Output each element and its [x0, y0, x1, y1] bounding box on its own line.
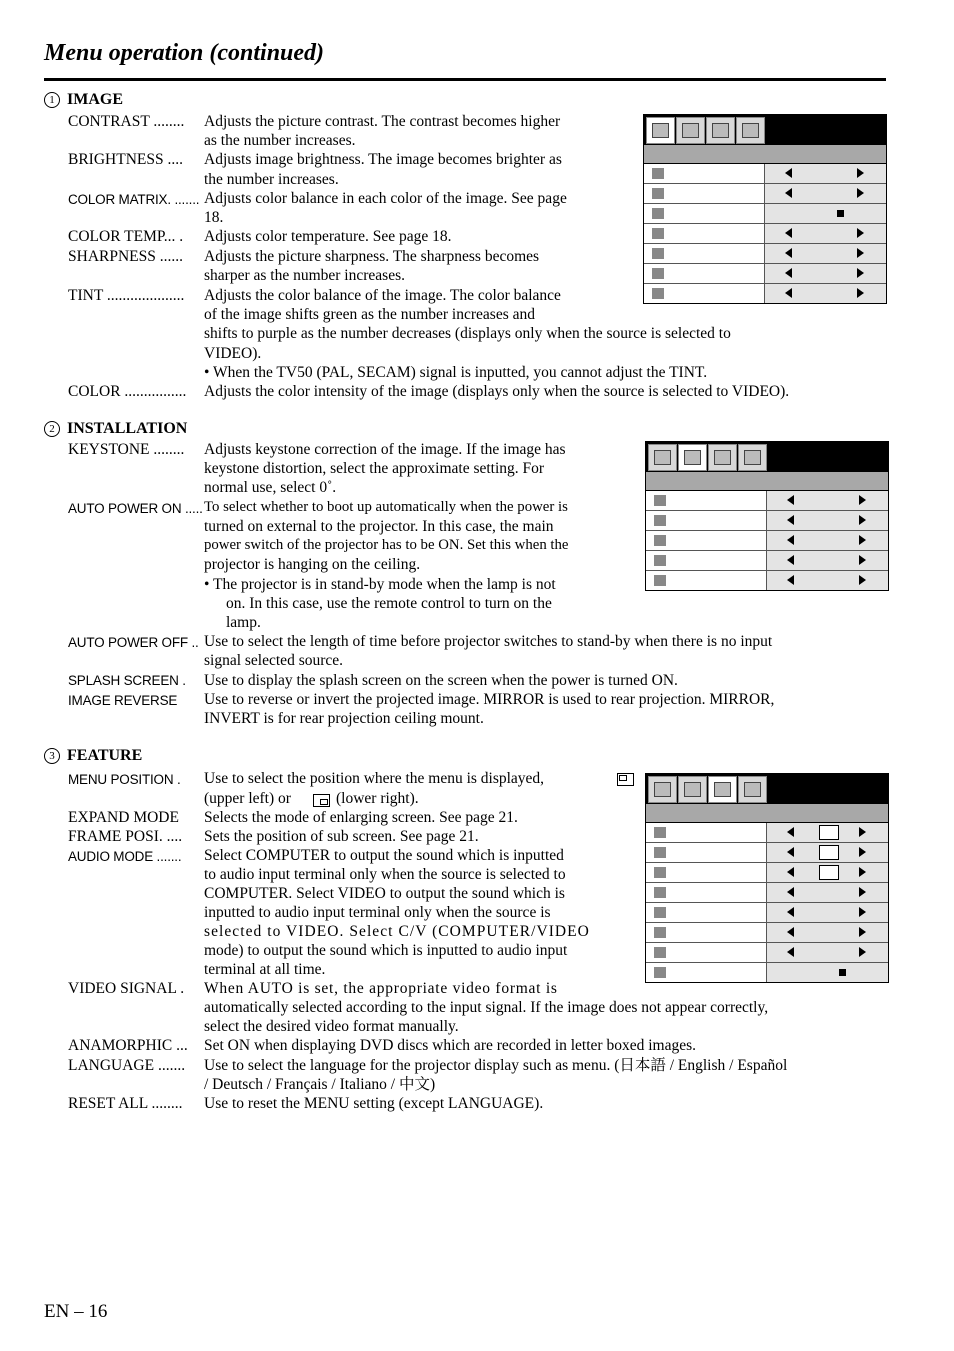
menu-row-auto-power-on [646, 511, 888, 531]
upper-left-position-icon [617, 773, 634, 786]
lower-right-position-icon [313, 794, 330, 807]
video-signal-icon [654, 907, 666, 918]
left-arrow-icon [787, 827, 794, 837]
left-arrow-icon [787, 575, 794, 585]
image-tab-icon [648, 776, 677, 803]
image-menu-screenshot [643, 114, 887, 304]
right-arrow-icon [859, 927, 866, 937]
left-arrow-icon [785, 188, 792, 198]
left-arrow-icon [787, 555, 794, 565]
feature-menu-screenshot [645, 773, 889, 983]
left-arrow-icon [787, 847, 794, 857]
desc-menu-position-2a: (upper left) or [204, 790, 291, 807]
left-arrow-icon [787, 907, 794, 917]
color-icon [652, 288, 664, 299]
left-arrow-icon [787, 927, 794, 937]
section-number: 2 [44, 421, 60, 437]
desc-tint-1: Adjusts the color balance of the image. The color balance [204, 287, 561, 304]
right-arrow-icon [859, 947, 866, 957]
left-arrow-icon [787, 867, 794, 877]
desc-language-2: / Deutsch / Français / Italiano / 中文) [204, 1076, 436, 1093]
right-arrow-icon [857, 228, 864, 238]
section-installation-heading [44, 420, 187, 438]
page-number: EN – 16 [44, 1301, 108, 1322]
splash-screen-icon [654, 555, 666, 566]
term-menu-position: MENU POSITION . [68, 772, 181, 787]
desc-contrast-2: as the number increases. [204, 132, 356, 149]
section-feature-heading [44, 747, 142, 765]
left-arrow-icon [787, 495, 794, 505]
menu-row-sharpness [644, 244, 886, 264]
auto-power-on-note-3: lamp. [226, 614, 261, 631]
color-temp-icon [652, 228, 664, 239]
feature-tab-icon [706, 117, 735, 144]
term-language: LANGUAGE ....... [68, 1057, 186, 1074]
right-arrow-icon [859, 867, 866, 877]
menu-row-image-reverse [646, 571, 888, 590]
right-arrow-icon [857, 268, 864, 278]
desc-audio-mode-6: mode) to output the sound which is inputted to audio input [204, 942, 568, 959]
desc-brightness-2: the number increases. [204, 171, 339, 188]
menu-row-brightness [644, 184, 886, 204]
right-arrow-icon [859, 555, 866, 565]
right-arrow-icon [857, 168, 864, 178]
frame-posi-value-icon [819, 865, 839, 880]
menu-position-value-icon [819, 825, 839, 840]
expand-mode-value-icon [819, 845, 839, 860]
enter-icon [839, 969, 846, 976]
section-number: 3 [44, 748, 60, 764]
anamorphic-icon [654, 927, 666, 938]
desc-keystone-2: keystone distortion, select the approximate setting. For [204, 460, 545, 477]
right-arrow-icon [859, 535, 866, 545]
keystone-icon [654, 495, 666, 506]
image-tab-icon [648, 444, 677, 471]
menu-row-auto-power-off [646, 531, 888, 551]
desc-sharpness-1: Adjusts the picture sharpness. The sharpness becomes [204, 248, 540, 265]
desc-video-signal-1: When AUTO is set, the appropriate video format is [204, 980, 558, 997]
desc-audio-mode-1: Select COMPUTER to output the sound which is inputted [204, 847, 564, 864]
term-video-signal: VIDEO SIGNAL . [68, 980, 185, 997]
right-arrow-icon [857, 248, 864, 258]
desc-color-matrix-2: 18. [204, 209, 224, 226]
auto-power-on-icon [654, 515, 666, 526]
right-arrow-icon [859, 887, 866, 897]
desc-color-temp-1: Adjusts color temperature. See page 18. [204, 228, 452, 245]
menu-title-bar [646, 804, 888, 823]
language-icon [654, 947, 666, 958]
term-brightness: BRIGHTNESS .... [68, 151, 183, 168]
desc-tint-3: shifts to purple as the number decreases (displays only when the source is selected to [204, 325, 731, 342]
term-expand-mode: EXPAND MODE [68, 809, 179, 826]
feature-tab-icon [708, 776, 737, 803]
menu-row-splash-screen [646, 551, 888, 571]
right-arrow-icon [857, 288, 864, 298]
term-contrast: CONTRAST ........ [68, 113, 185, 130]
auto-power-on-note-2: on. In this case, use the remote control to turn on the [226, 595, 552, 612]
signal-tab-icon [738, 776, 767, 803]
term-tint: TINT .................... [68, 287, 185, 304]
enter-icon [837, 210, 844, 217]
desc-auto-power-on-2: turned on external to the projector. In this case, the main [204, 518, 554, 535]
right-arrow-icon [859, 847, 866, 857]
left-arrow-icon [785, 168, 792, 178]
left-arrow-icon [787, 887, 794, 897]
menu-row-tint [644, 264, 886, 284]
desc-keystone-3: normal use, select 0˚. [204, 479, 337, 496]
image-reverse-icon [654, 575, 666, 586]
menu-row-video-signal [646, 903, 888, 923]
menu-title-bar [646, 472, 888, 491]
term-keystone: KEYSTONE ........ [68, 441, 185, 458]
term-auto-power-off: AUTO POWER OFF .. [68, 635, 199, 650]
right-arrow-icon [859, 515, 866, 525]
term-anamorphic: ANAMORPHIC ... [68, 1037, 188, 1054]
brightness-icon [652, 188, 664, 199]
term-splash-screen: SPLASH SCREEN . [68, 673, 186, 688]
desc-contrast-1: Adjusts the picture contrast. The contrast becomes higher [204, 113, 561, 130]
desc-expand-mode-1: Selects the mode of enlarging screen. See page 21. [204, 809, 518, 826]
desc-sharpness-2: sharper as the number increases. [204, 267, 405, 284]
desc-auto-power-off-2: signal selected source. [204, 652, 344, 669]
sharpness-icon [652, 248, 664, 259]
right-arrow-icon [859, 907, 866, 917]
right-arrow-icon [859, 827, 866, 837]
tint-icon [652, 268, 664, 279]
menu-row-menu-position [646, 823, 888, 843]
desc-auto-power-on-4: projector is hanging on the ceiling. [204, 556, 421, 573]
frame-posi-icon [654, 867, 666, 878]
left-arrow-icon [785, 228, 792, 238]
desc-video-signal-2: automatically selected according to the input signal. If the image does not appear correctly, [204, 999, 769, 1016]
expand-mode-icon [654, 847, 666, 858]
audio-mode-icon [654, 887, 666, 898]
desc-menu-position-2b: (lower right). [336, 790, 419, 807]
menu-row-reset-all [646, 963, 888, 982]
menu-row-color-matrix [644, 204, 886, 224]
left-arrow-icon [787, 947, 794, 957]
image-tab-icon [646, 117, 675, 144]
desc-keystone-1: Adjusts keystone correction of the image. If the image has [204, 441, 566, 458]
desc-audio-mode-4: inputted to audio input terminal only when the source is [204, 904, 551, 921]
right-arrow-icon [859, 495, 866, 505]
menu-row-keystone [646, 491, 888, 511]
desc-auto-power-off-1: Use to select the length of time before projector switches to stand-by when there is no input [204, 633, 773, 650]
desc-video-signal-3: select the desired video format manually. [204, 1018, 459, 1035]
desc-frame-posi-1: Sets the position of sub screen. See page 21. [204, 828, 479, 845]
desc-image-reverse-1: Use to reverse or invert the projected image. MIRROR is used to rear projection. MIRROR, [204, 691, 775, 708]
desc-tint-4: VIDEO). [204, 345, 262, 362]
desc-auto-power-on-1: To select whether to boot up automatically when the power is [204, 499, 568, 515]
installation-menu-screenshot [645, 441, 889, 591]
desc-language-1: Use to select the language for the projector display such as menu. (日本語 / English / Español [204, 1057, 788, 1074]
color-matrix-icon [652, 208, 664, 219]
desc-auto-power-on-3: power switch of the projector has to be ON. Set this when the [204, 537, 569, 553]
section-number: 1 [44, 92, 60, 108]
section-image-heading [44, 91, 123, 109]
desc-image-reverse-2: INVERT is for rear projection ceiling mount. [204, 710, 484, 727]
menu-title-bar [644, 145, 886, 164]
auto-power-off-icon [654, 535, 666, 546]
section-title: INSTALLATION [67, 420, 188, 437]
contrast-icon [652, 168, 664, 179]
desc-brightness-1: Adjusts image brightness. The image becomes brighter as [204, 151, 562, 168]
desc-anamorphic-1: Set ON when displaying DVD discs which are recorded in letter boxed images. [204, 1037, 696, 1054]
left-arrow-icon [785, 248, 792, 258]
left-arrow-icon [787, 535, 794, 545]
desc-audio-mode-5: selected to VIDEO. Select C/V (COMPUTER/VIDEO [204, 923, 590, 940]
menu-row-language [646, 943, 888, 963]
term-reset-all: RESET ALL ........ [68, 1095, 183, 1112]
menu-row-contrast [644, 164, 886, 184]
signal-tab-icon [736, 117, 765, 144]
term-color: COLOR ................ [68, 383, 187, 400]
desc-reset-all-1: Use to reset the MENU setting (except LANGUAGE). [204, 1095, 544, 1112]
reset-all-icon [654, 967, 666, 978]
right-arrow-icon [857, 188, 864, 198]
term-color-matrix: COLOR MATRIX. ....... [68, 192, 200, 207]
desc-color-matrix-1: Adjusts color balance in each color of the image. See page [204, 190, 567, 207]
term-audio-mode: AUDIO MODE ....... [68, 849, 182, 864]
menu-row-color-temp [644, 224, 886, 244]
menu-row-audio-mode [646, 883, 888, 903]
menu-position-icon [654, 827, 666, 838]
section-title: FEATURE [67, 747, 143, 764]
term-color-temp: COLOR TEMP... . [68, 228, 184, 245]
menu-row-anamorphic [646, 923, 888, 943]
menu-tab-bar [646, 774, 888, 804]
left-arrow-icon [785, 268, 792, 278]
menu-tab-bar [646, 442, 888, 472]
menu-row-frame-posi [646, 863, 888, 883]
term-image-reverse: IMAGE REVERSE [68, 693, 178, 708]
section-title: IMAGE [67, 91, 123, 108]
desc-tint-2: of the image shifts green as the number increases and [204, 306, 535, 323]
term-auto-power-on: AUTO POWER ON ..... [68, 501, 203, 516]
feature-tab-icon [708, 444, 737, 471]
page-title: Menu operation (continued) [44, 40, 325, 66]
desc-color-1: Adjusts the color intensity of the image (displays only when the source is selected to VIDEO). [204, 383, 790, 400]
desc-audio-mode-3: COMPUTER. Select VIDEO to output the sound which is [204, 885, 565, 902]
tint-note: • When the TV50 (PAL, SECAM) signal is inputted, you cannot adjust the TINT. [204, 364, 708, 381]
term-sharpness: SHARPNESS ...... [68, 248, 183, 265]
installation-tab-icon [678, 444, 707, 471]
desc-audio-mode-2: to audio input terminal only when the source is selected to [204, 866, 566, 883]
right-arrow-icon [859, 575, 866, 585]
menu-row-expand-mode [646, 843, 888, 863]
menu-row-color [644, 284, 886, 303]
menu-tab-bar [644, 115, 886, 145]
desc-splash-screen-1: Use to display the splash screen on the screen when the power is turned ON. [204, 672, 678, 689]
desc-audio-mode-7: terminal at all time. [204, 961, 326, 978]
left-arrow-icon [785, 288, 792, 298]
installation-tab-icon [676, 117, 705, 144]
left-arrow-icon [787, 515, 794, 525]
installation-tab-icon [678, 776, 707, 803]
desc-menu-position-1: Use to select the position where the menu is displayed, [204, 770, 545, 787]
auto-power-on-note-1: • The projector is in stand-by mode when the lamp is not [204, 576, 556, 593]
signal-tab-icon [738, 444, 767, 471]
title-rule [44, 78, 886, 81]
term-frame-posi: FRAME POSI. .... [68, 828, 183, 845]
